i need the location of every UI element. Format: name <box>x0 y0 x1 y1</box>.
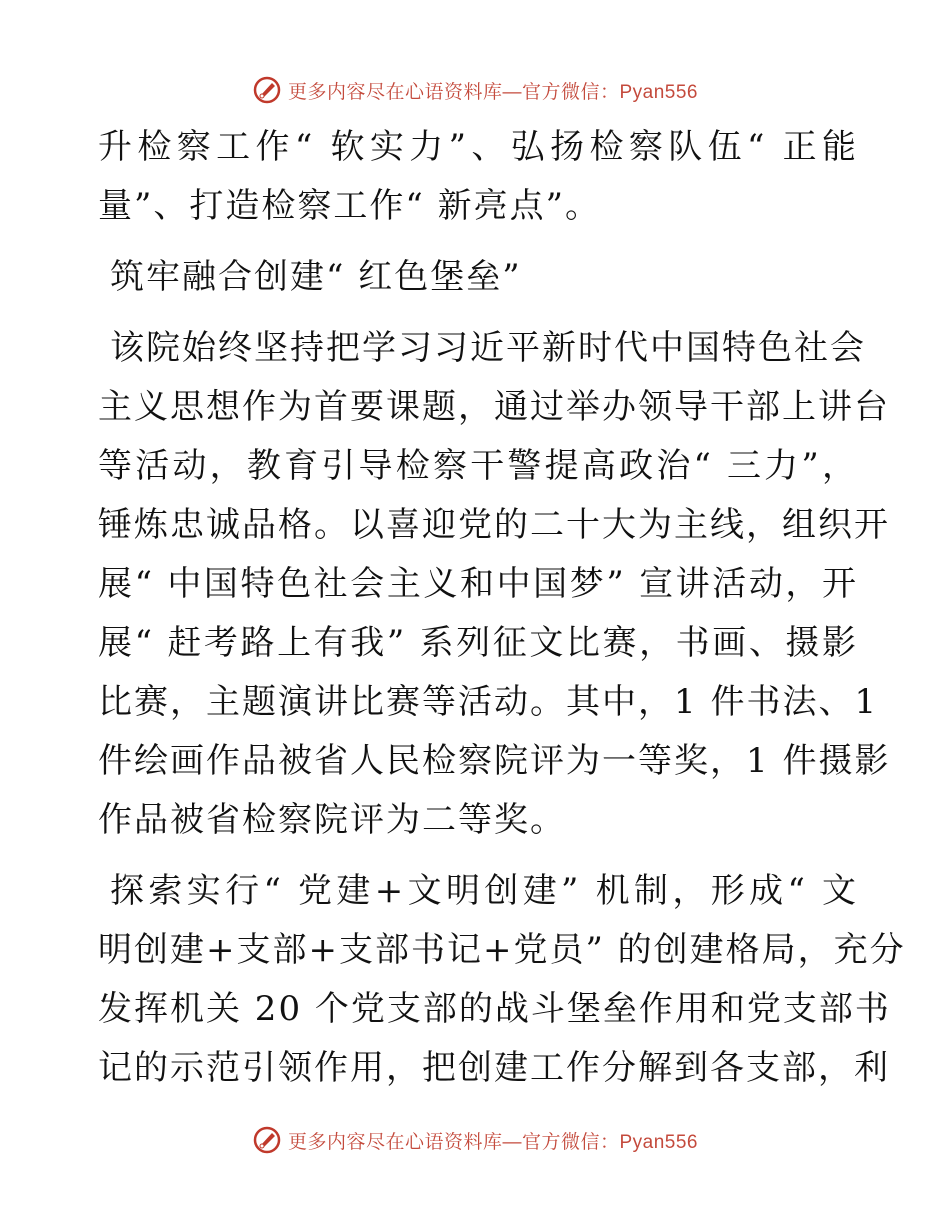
section-heading <box>98 248 858 307</box>
text-line: 探索实行“ 党建+文明创建” 机制，形成“ 文 <box>110 871 858 911</box>
watermark-text: 更多内容尽在心语资料库—官方微信：Pyan556 <box>287 81 698 103</box>
text-line: 锤炼忠诚品格。以喜迎党的二十大为主线，组织开 <box>98 505 890 545</box>
text-line: 作品被省检察院评为二等奖。 <box>98 800 566 840</box>
text-line: 等活动，教育引导检察干警提高政治“ 三力”， <box>98 446 858 486</box>
footer-watermark <box>0 1120 950 1160</box>
text-line: 升检察工作“ 软实力”、弘扬检察队伍“ 正能 <box>98 127 858 167</box>
text-line: 量”、打造检察工作“ 新亮点”。 <box>98 186 601 226</box>
text-line: 件绘画作品被省人民检察院评为一等奖，1 件摄影 <box>98 741 891 781</box>
text-line: 记的示范引领作用，把创建工作分解到各支部，利 <box>98 1048 890 1088</box>
text-line: 明创建+支部+支部书记+党员” 的创建格局，充分 <box>98 930 906 970</box>
header-watermark <box>0 70 950 110</box>
document-body <box>98 118 906 1098</box>
text-line: 比赛，主题演讲比赛等活动。其中，1 件书法、1 <box>98 682 879 722</box>
watermark-logo-icon <box>252 1125 282 1155</box>
text-line: 展“ 中国特色社会主义和中国梦” 宣讲活动，开 <box>98 564 858 604</box>
text-line: 该院始终坚持把学习习近平新时代中国特色社会 <box>110 328 866 368</box>
text-line: 筑牢融合创建“ 红色堡垒” <box>110 257 522 297</box>
text-line: 主义思想作为首要课题，通过举办领导干部上讲台 <box>98 387 890 427</box>
text-line: 发挥机关 20 个党支部的战斗堡垒作用和党支部书 <box>98 989 891 1029</box>
paragraph <box>98 862 906 1098</box>
paragraph <box>98 118 858 236</box>
watermark-logo-icon <box>252 75 282 105</box>
paragraph <box>98 319 891 850</box>
text-line: 展“ 赶考路上有我” 系列征文比赛，书画、摄影 <box>98 623 858 663</box>
watermark-text: 更多内容尽在心语资料库—官方微信：Pyan556 <box>287 1131 698 1153</box>
